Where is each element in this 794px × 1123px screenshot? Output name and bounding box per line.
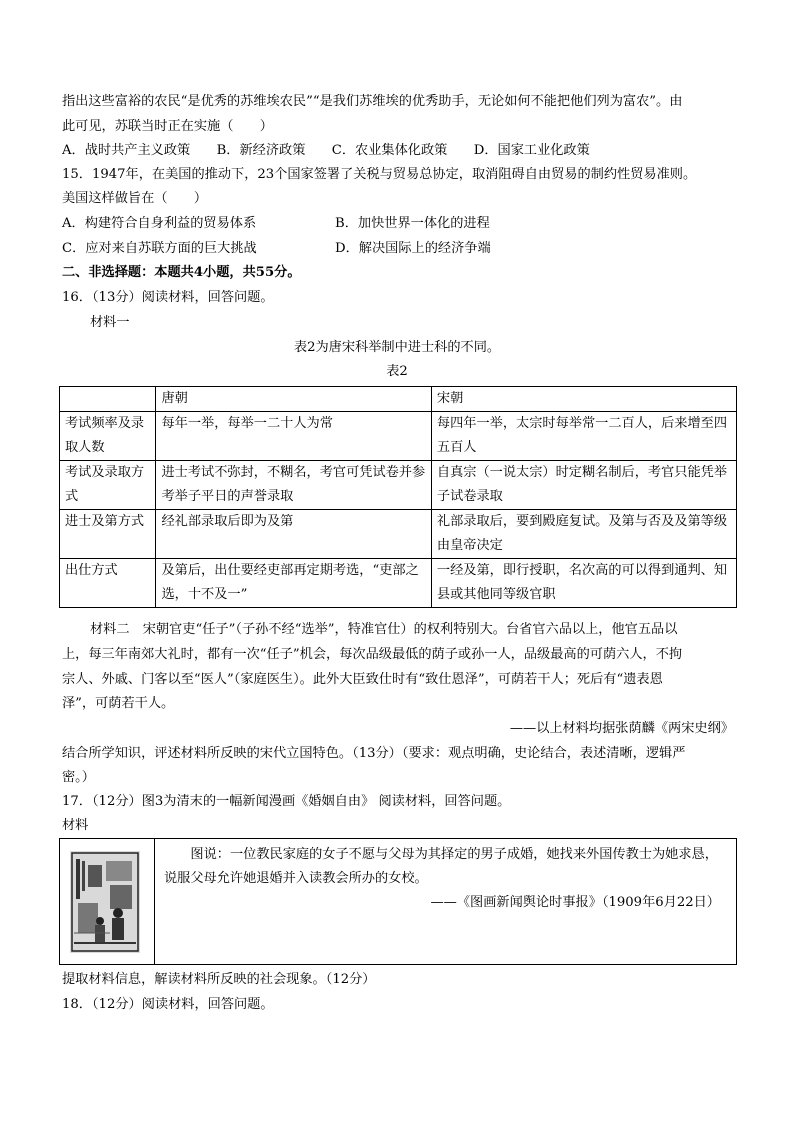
tang-song-exam-table bbox=[59, 386, 737, 608]
q16-source: ——以上材料均据张荫麟《两宋史纲》 bbox=[509, 721, 734, 736]
q17-task: 提取材料信息，解读材料所反映的社会现象。（12分） bbox=[62, 972, 376, 987]
q15-stem-line2: 美国这样做旨在（ ） bbox=[62, 191, 208, 206]
q18-stem: 18．（12分）阅读材料，回答问题。 bbox=[62, 997, 274, 1012]
q16-material2-line1: 材料二 宋朝官吏“任子”（子孙不经“选举”，特准官仕）的权利特别大。台省官六品以上，他官五品以 bbox=[90, 622, 678, 637]
q17-material-box bbox=[59, 838, 737, 965]
q16-table-intro: 表2为唐宋科举制中进士科的不同。 bbox=[293, 340, 501, 355]
q15-option-c: C．应对来自苏联方面的巨大挑战 bbox=[62, 241, 257, 256]
q16-table-caption: 表2 bbox=[386, 364, 408, 379]
table-cell: 考试频率及录取人数 bbox=[60, 412, 156, 461]
q15-stem-line1: 15．1947年，在美国的推动下，23个国家签署了关税与贸易总协定，取消阻碍自由贸易的制约性贸易准则。 bbox=[62, 167, 697, 182]
table-cell: 自真宗（一说太宗）时定糊名制后，考官只能凭举子试卷录取 bbox=[431, 461, 736, 510]
table-cell: 考试及录取方式 bbox=[60, 461, 156, 510]
table-cell: 一经及第，即行授职，名次高的可以得到通判、知县或其他同等级官职 bbox=[431, 559, 736, 608]
q16-stem: 16．（13分）阅读材料，回答问题。 bbox=[62, 290, 274, 305]
news-cartoon-image bbox=[70, 851, 140, 953]
q15-option-b: B．加快世界一体化的进程 bbox=[335, 216, 490, 231]
q16-material1-label: 材料一 bbox=[90, 315, 130, 330]
table-cell: 每四年一举，太宗时每举常一二百人，后来增至四五百人 bbox=[431, 412, 736, 461]
cartoon-cell bbox=[60, 839, 155, 964]
table-header-cell bbox=[60, 387, 156, 412]
table-cell: 经礼部录取后即为及第 bbox=[156, 510, 431, 559]
cartoon-source: ——《图画新闻舆论时事报》（1909年6月22日） bbox=[430, 895, 720, 910]
q14-stem-line1: 指出这些富裕的农民“是优秀的苏维埃农民”“是我们苏维埃的优秀助手，无论如何不能把他们列为富农”。由 bbox=[62, 94, 683, 109]
q17-caption-area bbox=[164, 843, 730, 915]
cartoon-illustration bbox=[70, 851, 140, 953]
q17-material-label: 材料 bbox=[62, 818, 89, 833]
table-cell: 进士及第方式 bbox=[60, 510, 156, 559]
q16-material2-line2: 上，每三年南郊大礼时，都有一次“任子”机会，每次品级最低的荫子或孙一人，品级最高的可荫六人，不拘 bbox=[62, 647, 683, 662]
table-row bbox=[60, 412, 737, 461]
section-heading: 二、非选择题：本题共4小题，共55分。 bbox=[62, 265, 301, 280]
q15-option-d: D．解决国际上的经济争端 bbox=[335, 241, 491, 256]
q17-stem: 17．（12分）图3为清末的一幅新闻漫画《婚姻自由》 阅读材料，回答问题。 bbox=[62, 794, 511, 809]
q14-options: A．战时共产主义政策 B．新经济政策 C．农业集体化政策 D．国家工业化政策 bbox=[62, 143, 590, 158]
table-row bbox=[60, 461, 737, 510]
table-cell: 每年一举，每举一二十人为常 bbox=[156, 412, 431, 461]
table-header-cell: 宋朝 bbox=[431, 387, 736, 412]
q16-material2-line3: 宗人、外戚、门客以至“医人”（家庭医生）。此外大臣致仕时有“致仕恩泽”，可荫若干人；死后有“遗表恩 bbox=[62, 672, 663, 687]
table-cell: 礼部录取后，要到殿庭复试。及第与否及及第等级由皇帝决定 bbox=[431, 510, 736, 559]
table-header-row bbox=[60, 387, 737, 412]
table-cell: 及第后，出仕要经吏部再定期考选，“吏部之选，十不及一” bbox=[156, 559, 431, 608]
q14-stem-line2: 此可见，苏联当时正在实施（ ） bbox=[62, 119, 273, 134]
table-row bbox=[60, 559, 737, 608]
q16-task-line1: 结合所学知识，评述材料所反映的宋代立国特色。（13分）（要求：观点明确，史论结合，表述清晰，逻辑严 bbox=[62, 746, 686, 761]
q16-task-line2: 密。） bbox=[62, 770, 95, 785]
cartoon-caption: 图说：一位教民家庭的女子不愿与父母为其择定的男子成婚，她找来外国传教士为她求恳，说服父母允许她退婚并入读教会所办的女校。 bbox=[164, 847, 718, 886]
table-row bbox=[60, 510, 737, 559]
table-cell: 进士考试不弥封，不糊名，考官可凭试卷并参考举子平日的声誉录取 bbox=[156, 461, 431, 510]
q15-option-a: A．构建符合自身利益的贸易体系 bbox=[62, 216, 257, 231]
table-header-cell: 唐朝 bbox=[156, 387, 431, 412]
table-cell: 出仕方式 bbox=[60, 559, 156, 608]
q16-material2-line4: 泽”，可荫若干人。 bbox=[62, 696, 175, 711]
